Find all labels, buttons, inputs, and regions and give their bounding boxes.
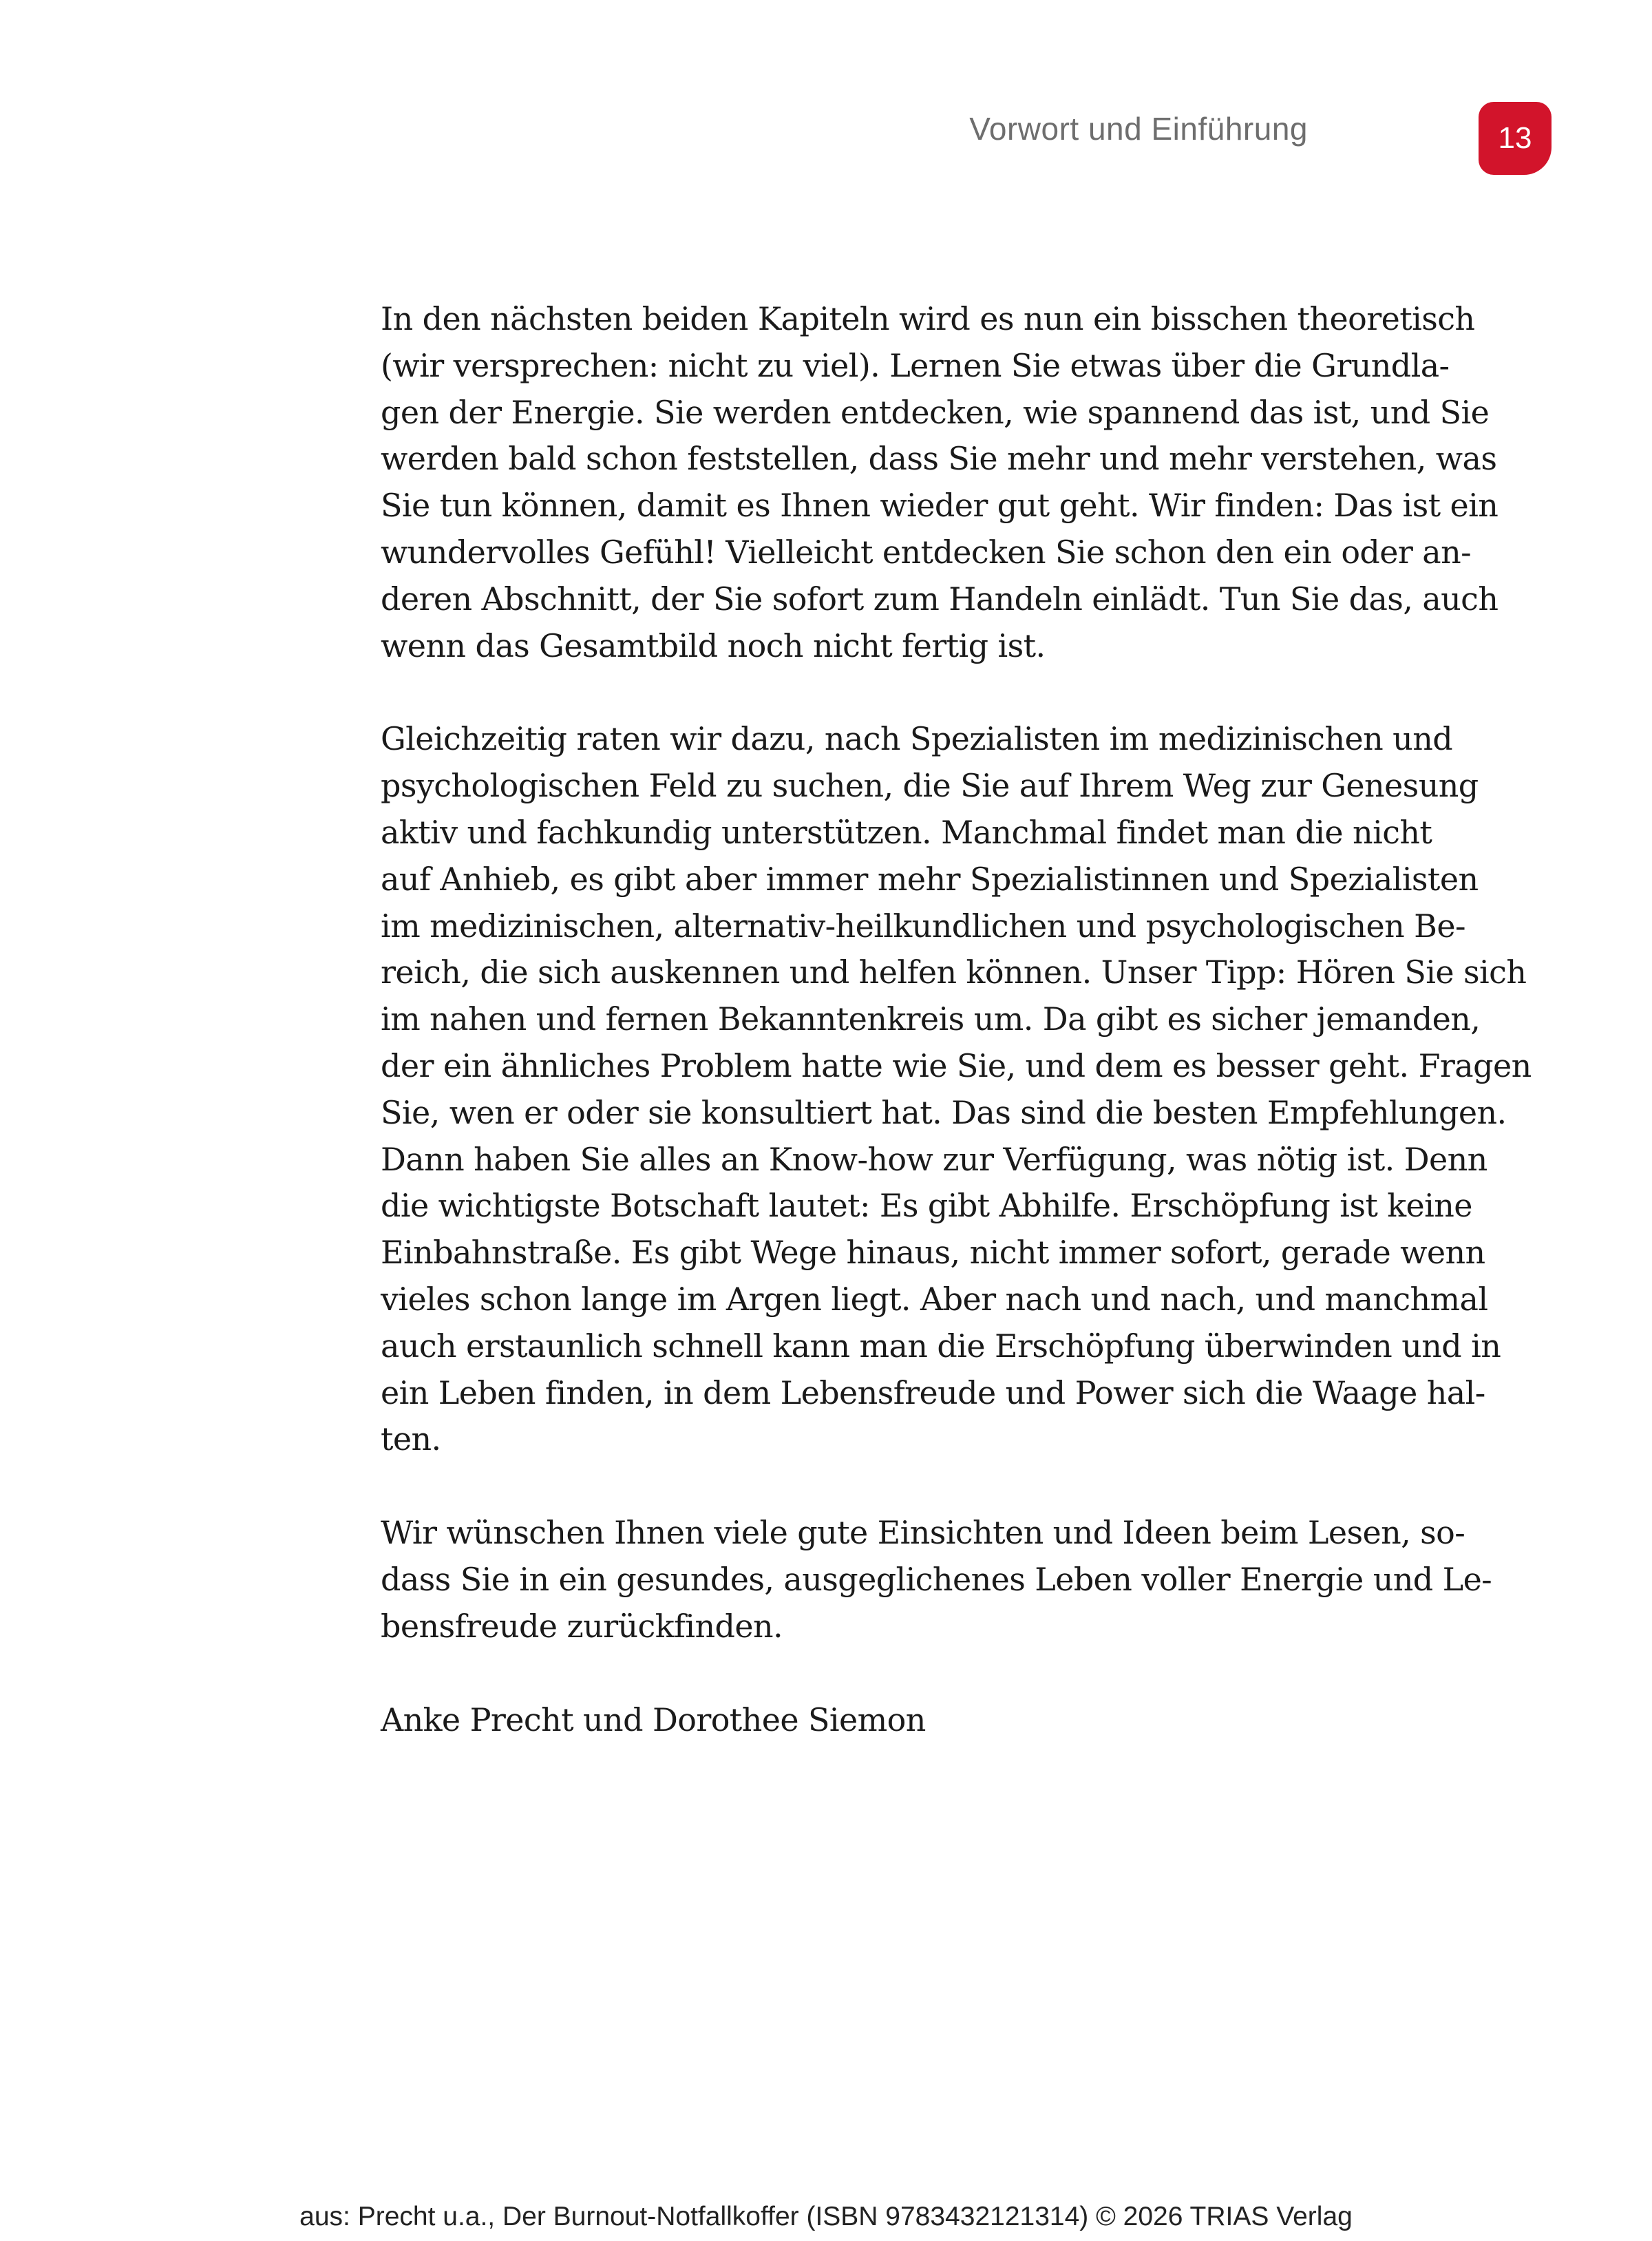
text-line: bensfreude zurückfinden.: [381, 1607, 783, 1645]
text-line: Dann haben Sie alles an Know-how zur Verfügung, was nötig ist. Denn: [381, 1140, 1487, 1178]
text-line: im medizinischen, alternativ-heilkundlichen und psychologischen Be-: [381, 907, 1465, 945]
page-number-badge: [1479, 102, 1552, 175]
text-line: deren Abschnitt, der Sie sofort zum Handeln einlädt. Tun Sie das, auch: [381, 580, 1499, 618]
text-line: aktiv und fachkundig unterstützen. Manchmal findet man die nicht: [381, 813, 1432, 851]
text-line: wenn das Gesamtbild noch nicht fertig ist.: [381, 627, 1046, 664]
text-line: gen der Energie. Sie werden entdecken, wie spannend das ist, und Sie: [381, 393, 1490, 431]
paragraph-1: [381, 296, 1499, 669]
text-line: im nahen und fernen Bekanntenkreis um. Da gibt es sicher jemanden,: [381, 1000, 1481, 1038]
text-line: dass Sie in ein gesundes, ausgeglichenes Leben voller Energie und Le-: [381, 1560, 1492, 1598]
paragraph-3: [381, 1510, 1492, 1650]
running-header-title: Vorwort und Einführung: [969, 111, 1308, 147]
text-line: reich, die sich auskennen und helfen können. Unser Tipp: Hören Sie sich: [381, 954, 1527, 991]
text-line: Sie, wen er oder sie konsultiert hat. Das sind die besten Empfehlungen.: [381, 1093, 1507, 1131]
text-line: auf Anhieb, es gibt aber immer mehr Spezialistinnen und Spezialisten: [381, 860, 1479, 898]
signature: Anke Precht und Dorothee Siemon: [381, 1701, 926, 1738]
text-line: werden bald schon feststellen, dass Sie mehr und mehr verstehen, was: [381, 440, 1497, 478]
text-line: In den nächsten beiden Kapiteln wird es nun ein bisschen theoretisch: [381, 300, 1475, 337]
text-line: der ein ähnliches Problem hatte wie Sie, und dem es besser geht. Fragen: [381, 1046, 1532, 1084]
text-line: ein Leben finden, in dem Lebensfreude und Power sich die Waage hal-: [381, 1374, 1485, 1411]
text-line: vieles schon lange im Argen liegt. Aber nach und nach, und manchmal: [381, 1280, 1488, 1318]
text-line: psychologischen Feld zu suchen, die Sie auf Ihrem Weg zur Genesung: [381, 767, 1479, 805]
text-line: ten.: [381, 1420, 441, 1458]
text-line: Einbahnstraße. Es gibt Wege hinaus, nicht immer sofort, gerade wenn: [381, 1234, 1485, 1272]
footer-citation: aus: Precht u.a., Der Burnout-Notfallkoffer (ISBN 9783432121314) © 2026 TRIAS Verlag: [299, 2202, 1353, 2231]
text-line: die wichtigste Botschaft lautet: Es gibt Abhilfe. Erschöpfung ist keine: [381, 1187, 1472, 1225]
text-line: Gleichzeitig raten wir dazu, nach Spezialisten im medizinischen und: [381, 720, 1453, 758]
body-text: [381, 296, 1532, 1743]
text-line: Sie tun können, damit es Ihnen wieder gut geht. Wir finden: Das ist ein: [381, 487, 1499, 525]
text-line: wundervolles Gefühl! Vielleicht entdecken Sie schon den ein oder an-: [381, 533, 1472, 571]
text-line: (wir versprechen: nicht zu viel). Lernen Sie etwas über die Grundla-: [381, 346, 1450, 384]
paragraph-2: [381, 716, 1532, 1463]
text-line: auch erstaunlich schnell kann man die Erschöpfung überwinden und in: [381, 1327, 1501, 1365]
page-number: 13: [1498, 121, 1532, 155]
text-line: Wir wünschen Ihnen viele gute Einsichten und Ideen beim Lesen, so-: [381, 1514, 1465, 1552]
